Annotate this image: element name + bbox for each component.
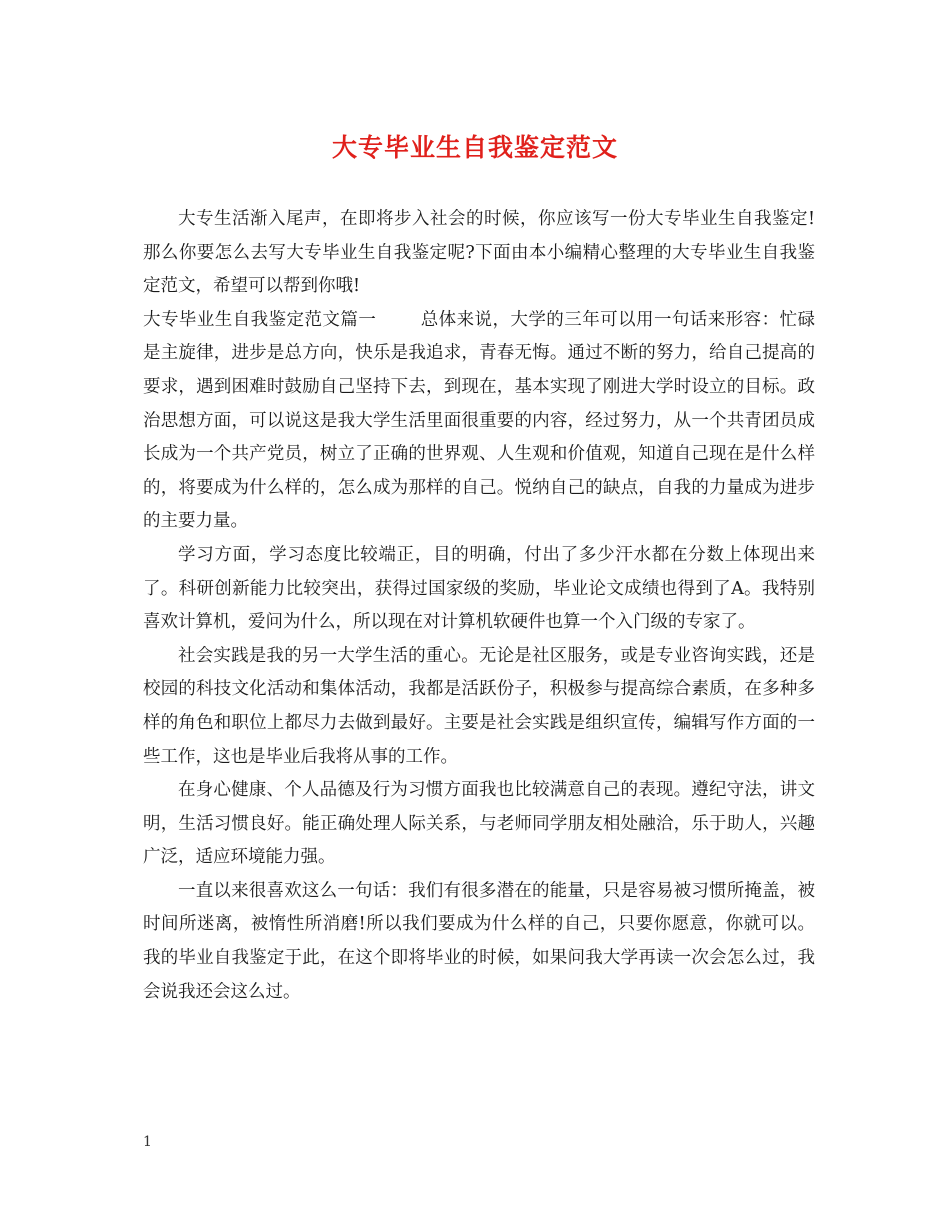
document-body <box>143 203 815 1009</box>
paragraph-social-practice: 社会实践是我的另一大学生活的重心。无论是社区服务，或是专业咨询实践，还是校园的科技文化活动和集体活动，我都是活跃份子，积极参与提高综合素质，在多种多样的角色和职位上都尽力去做到最好。主要是社会实践是组织宣传，编辑写作方面的一些工作，这也是毕业后我将从事的工作。 <box>143 645 815 767</box>
paragraph-health-character: 在身心健康、个人品德及行为习惯方面我也比较满意自己的表现。遵纪守法，讲文明，生活习惯良好。能正确处理人际关系，与老师同学朋友相处融洽，乐于助人，兴趣广泛，适应环境能力强。 <box>143 780 815 868</box>
section-first-paragraph-text: 总体来说，大学的三年可以用一句话来形容：忙碌是主旋律，进步是总方向，快乐是我追求，青春无悔。通过不断的努力，给自己提高的要求，遇到困难时鼓励自己坚持下去，到现在，基本实现了刚进大学时设立的目标。政治思想方面，可以说这是我大学生活里面很重要的内容，经过努力，从一个共青团员成长成为一个共产党员，树立了正确的世界观、人生观和价值观，知道自己现在是什么样的，将要成为什么样的，怎么成为那样的自己。悦纳自己的缺点，自我的力量成为进步的主要力量。 <box>143 309 816 532</box>
paragraph-study: 学习方面，学习态度比较端正，目的明确，付出了多少汗水都在分数上体现出来了。科研创新能力比较突出，获得过国家级的奖励，毕业论文成绩也得到了A。我特别喜欢计算机，爱问为什么，所以现在对计算机软硬件也算一个入门级的专家了。 <box>143 544 815 633</box>
section-heading: 大专毕业生自我鉴定范文篇一 <box>143 309 377 330</box>
intro-paragraph: 大专生活渐入尾声，在即将步入社会的时候，你应该写一份大专毕业生自我鉴定!那么你要怎么去写大专毕业生自我鉴定呢?下面由本小编精心整理的大专毕业生自我鉴定范文，希望可以帮到你哦! <box>143 209 815 297</box>
page-number: 1 <box>143 1134 152 1150</box>
section-first-paragraph <box>143 304 815 539</box>
paragraph-closing: 一直以来很喜欢这么一句话：我们有很多潜在的能量，只是容易被习惯所掩盖，被时间所迷离，被惰性所消磨!所以我们要成为什么样的自己，只要你愿意，你就可以。我的毕业自我鉴定于此，在这个即将毕业的时候，如果问我大学再读一次会怎么过，我会说我还会这么过。 <box>143 880 815 1002</box>
document-title: 大专毕业生自我鉴定范文 <box>331 133 618 162</box>
